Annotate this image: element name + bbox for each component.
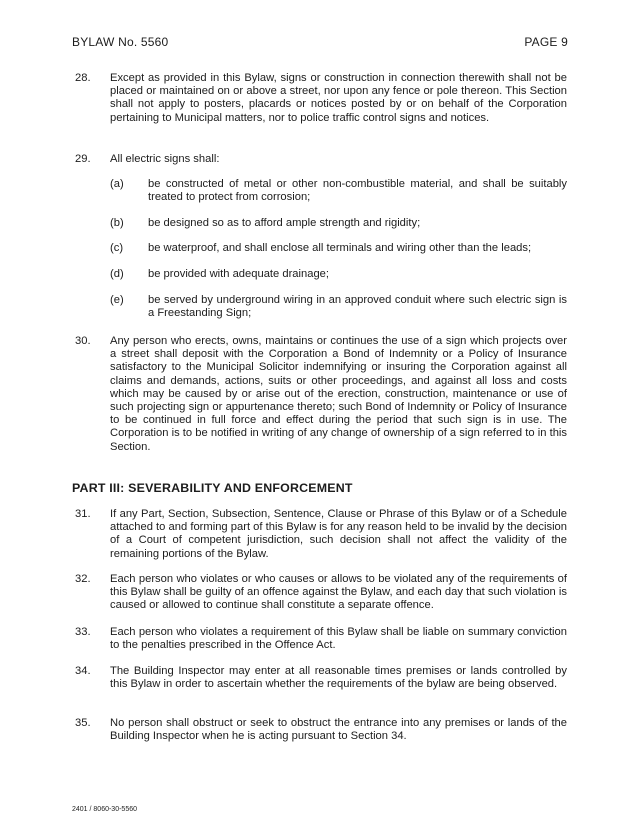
page-number: PAGE 9: [524, 35, 568, 49]
section-30: [75, 335, 567, 454]
subsection-text: be designed so as to afford ample strength and rigidity;: [148, 217, 421, 229]
subsection-text: be constructed of metal or other non-combustible material, and shall be suitably treated to protect from corrosion;: [148, 178, 567, 204]
section-31: [75, 508, 567, 561]
section-text: The Building Inspector may enter at all reasonable times premises or lands controlled by this Bylaw in order to ascertain whether the requirements of the bylaw are being observed.: [110, 665, 567, 691]
subsection-b: [110, 217, 567, 230]
subsection-d: [110, 268, 567, 281]
document-reference: 2401 / 8060-30-5560: [72, 806, 137, 813]
subsection-label: (b): [110, 217, 124, 229]
section-33: [75, 626, 567, 652]
section-29: [75, 153, 567, 166]
section-number: 35.: [75, 717, 91, 729]
section-number: 28.: [75, 72, 91, 84]
subsection-c: [110, 242, 567, 255]
section-number: 31.: [75, 508, 91, 520]
section-text: Any person who erects, owns, maintains or continues the use of a sign which projects over a street shall deposit with the Corporation a Bond of Indemnity or a Policy of Insurance satisfactory to the Municipal Solicitor indemnifying or insuring the Corporation against all claims and demands, actions, suits or other proceedings, and against all loss and costs which may be caused by or arise out of the erection, construction, maintenance or use of such projecting sign or appurtenance thereto; such Bond of Indemnity or Policy of Insurance to be continued in full force and effect during the period that such sign is in use. The Corporation is to be notified in writing of any change of ownership of a sign referred to in this Section.: [110, 335, 567, 453]
subsection-e: [110, 294, 567, 320]
subsection-text: be waterproof, and shall enclose all terminals and wiring other than the leads;: [148, 242, 532, 254]
section-number: 30.: [75, 335, 91, 347]
section-text: If any Part, Section, Subsection, Sentence, Clause or Phrase of this Bylaw or of a Schedule attached to and forming part of this Bylaw is for any reason held to be invalid by the decision of a Court of competent jurisdiction, such decision shall not affect the validity of the remaining portions of the Bylaw.: [110, 508, 567, 560]
section-text: Except as provided in this Bylaw, signs or construction in connection therewith shall not be placed or maintained on or above a street, nor upon any fence or pole thereon. This Section shall not apply to posters, placards or notices posted by or on behalf of the Corporation pertaining to Municipal matters, nor to police traffic control signs and notices.: [110, 72, 567, 124]
subsection-label: (e): [110, 294, 124, 306]
section-number: 33.: [75, 626, 91, 638]
section-32: [75, 573, 567, 613]
subsection-text: be served by underground wiring in an approved conduit where such electric sign is a Freestanding Sign;: [148, 294, 567, 320]
bylaw-number: BYLAW No. 5560: [72, 35, 169, 49]
subsection-label: (d): [110, 268, 124, 280]
subsection-text: be provided with adequate drainage;: [148, 268, 329, 280]
subsection-a: [110, 178, 567, 204]
part-heading: PART III: SEVERABILITY AND ENFORCEMENT: [72, 481, 353, 495]
section-34: [75, 665, 567, 691]
section-text: Each person who violates a requirement of this Bylaw shall be liable on summary conviction to the penalties prescribed in the Offence Act.: [110, 626, 567, 652]
section-number: 29.: [75, 153, 91, 165]
section-text: No person shall obstruct or seek to obstruct the entrance into any premises or lands of the Building Inspector when he is acting pursuant to Section 34.: [110, 717, 567, 743]
section-number: 32.: [75, 573, 91, 585]
subsection-label: (c): [110, 242, 124, 254]
subsection-label: (a): [110, 178, 124, 190]
section-text: All electric signs shall:: [110, 153, 220, 165]
section-number: 34.: [75, 665, 91, 677]
section-text: Each person who violates or who causes or allows to be violated any of the requirements of this Bylaw shall be guilty of an offence against the Bylaw, and each day that such violation is caused or allowed to continue shall constitute a separate offence.: [110, 573, 567, 612]
section-28: [75, 72, 567, 125]
section-35: [75, 717, 567, 743]
